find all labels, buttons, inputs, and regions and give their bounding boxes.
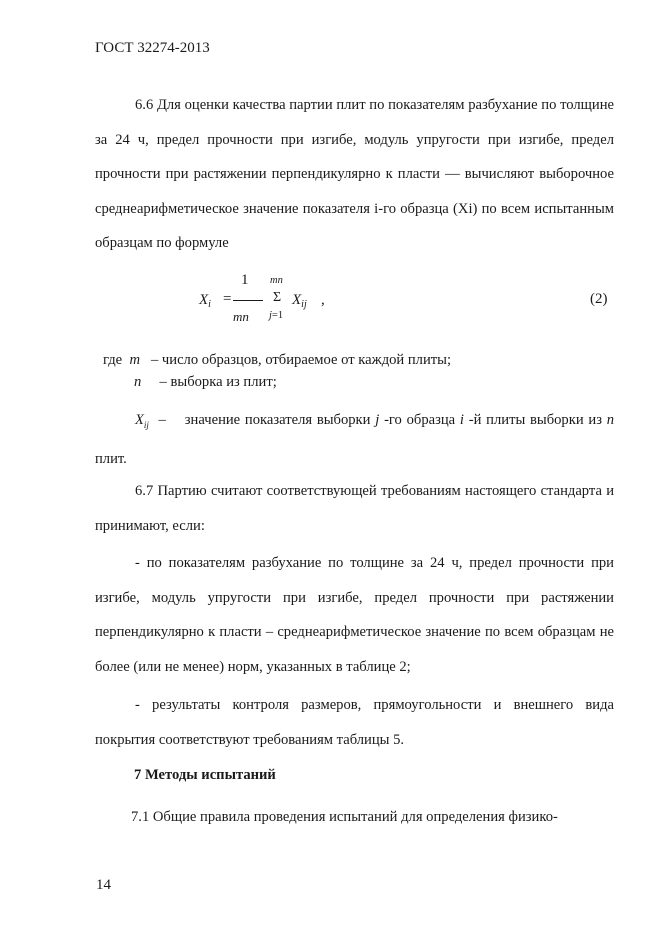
- section-heading-7: 7 Методы испытаний: [134, 767, 276, 783]
- formula-numerator: 1: [241, 272, 249, 288]
- formula-2: [195, 272, 615, 332]
- formula-term: $X_{ij}$: [292, 292, 307, 310]
- document-header: ГОСТ 32274-2013: [95, 40, 210, 56]
- requirement-item-1: - по показателям разбухание по толщине за 24 ч, предел прочности при изгибе, модуль упругости при изгибе, предел прочности при растяжении перпендикулярно к пласти – среднеарифметическое значение по всем образцам не более (или не менее) норм, указанных в таблице 2;: [95, 555, 614, 675]
- formula-sum-lower: j=1: [269, 310, 284, 321]
- definition-n: n – выборка из плит;: [134, 374, 277, 390]
- formula-equals: =: [223, 291, 232, 307]
- paragraph-6-6-text: 6.6 Для оценки качества партии плит по показателям разбухание по толщине за 24 ч, предел прочности при изгибе, модуль упругости при изгибе, предел прочности при растяжении перпендикулярно к пласти — вычисляют выборочное среднеарифметическое значение показателя i-го образца (Xi) по всем испытанным образцам по формуле: [95, 97, 614, 251]
- paragraph-7-1: 7.1 Общие правила проведения испытаний для определения физико-: [131, 809, 558, 825]
- formula-fraction-bar: [233, 300, 263, 301]
- formula-sum-symbol: Σ: [273, 290, 282, 305]
- formula-comma: ,: [321, 292, 325, 308]
- paragraph-6-6: [95, 88, 614, 261]
- page-number: 14: [96, 877, 111, 893]
- definition-xij: $X_{ij}$ – значение показателя выборки j -го образца i -й плиты выборки из n плит.: [95, 412, 615, 468]
- formula-denominator: mn: [233, 309, 249, 324]
- definition-m: где m – число образцов, отбираемое от каждой плиты;: [103, 352, 452, 368]
- requirement-item-2: - результаты контроля размеров, прямоугольности и внешнего вида покрытия соответствуют требованиям таблицы 5.: [95, 697, 614, 748]
- formula-number: (2): [590, 291, 608, 307]
- formula-lhs: $X_i$: [199, 292, 211, 310]
- paragraph-6-7: 6.7 Партию считают соответствующей требованиям настоящего стандарта и принимают, если:: [95, 483, 614, 534]
- formula-sum-upper: mn: [270, 275, 283, 286]
